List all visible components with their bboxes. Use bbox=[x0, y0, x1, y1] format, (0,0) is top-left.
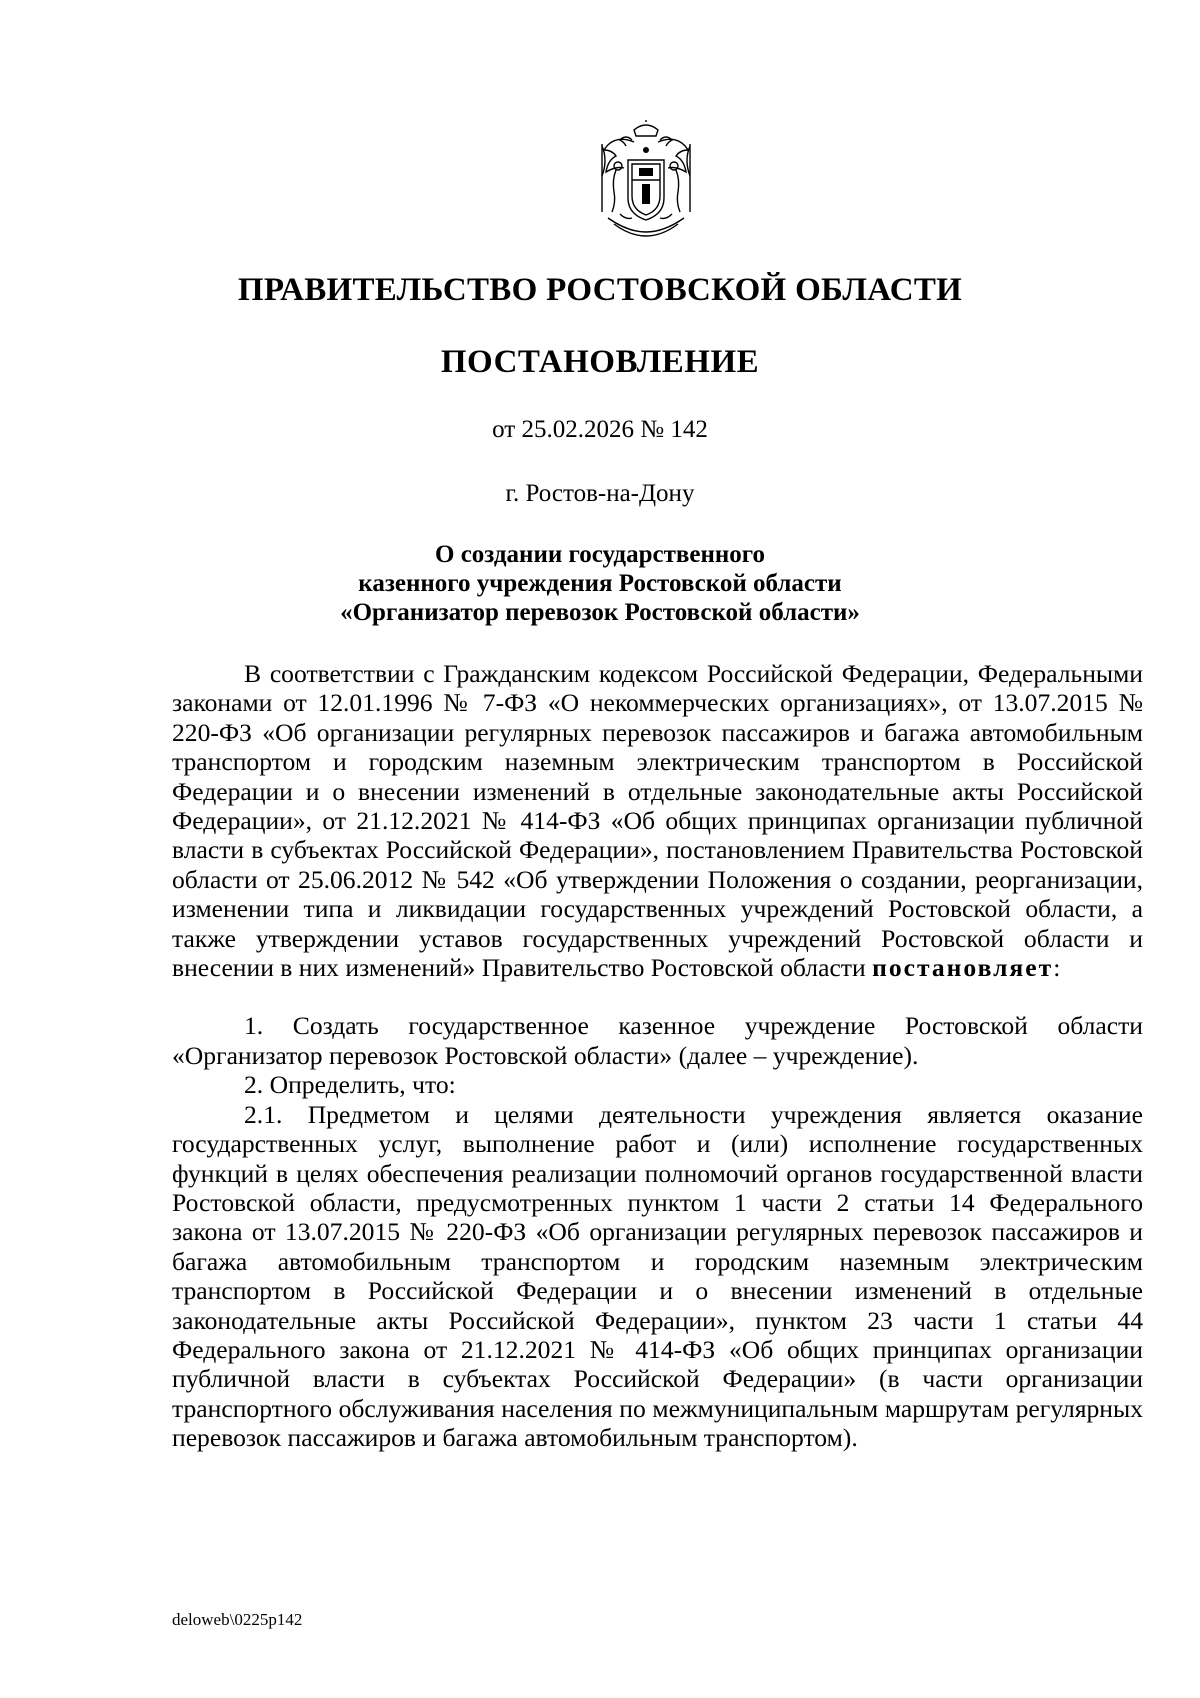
organization-name: ПРАВИТЕЛЬСТВО РОСТОВСКОЙ ОБЛАСТИ bbox=[237, 272, 963, 308]
file-reference: deloweb\0225p142 bbox=[172, 1610, 303, 1629]
item-1-paragraph: 1. Создать государственное казенное учреждение Ростовской области «Организатор перевозок Ростовской области» (далее – учреждение). bbox=[172, 1011, 1143, 1070]
preamble-text: В соответствии с Гражданским кодексом Российской Федерации, Федеральными законами от 12.01.1996 № 7-ФЗ «О некоммерческих организациях», от 13.07.2015 № 220-ФЗ «Об организации регулярных перевозок пассажиров и багажа автомобильным транспортом и городским наземным электрическим транспортом в Российской Федерации и о внесении изменений в отдельные законодательные акты Российской Федерации», от 21.12.2021 № 414-ФЗ «Об общих принципах организации публичной власти в субъектах Российской Федерации», постановлением Правительства Ростовской области от 25.06.2012 № 542 «Об утверждении Положения о создании, реорганизации, изменении типа и ликвидации государственных учреждений Ростовской области, а также утверждении уставов государственных учреждений Ростовской области и внесении в них изменений» Правительство Ростовской области bbox=[172, 659, 1143, 983]
resolves-word: постановляет bbox=[872, 953, 1054, 983]
coat-of-arms-icon bbox=[594, 120, 698, 238]
preamble-paragraph bbox=[172, 659, 1143, 982]
document-body bbox=[172, 659, 1143, 1453]
title-line-1: О создании государственного bbox=[435, 541, 765, 568]
item-2-1-paragraph: 2.1. Предметом и целями деятельности учреждения является оказание государственных услуг, выполнение работ и (или) исполнение государственных функций в целях обеспечения реализации полномочий органов государственной власти Ростовской области, предусмотренных пунктом 1 части 2 статьи 14 Федерального закона от 13.07.2015 № 220-ФЗ «Об организации регулярных перевозок пассажиров и багажа автомобильным транспортом и городским наземным электрическим транспортом в Российской Федерации и о внесении изменений в отдельные законодательные акты Российской Федерации», пунктом 23 части 1 статьи 44 Федерального закона от 21.12.2021 № 414-ФЗ «Об общих принципах организации публичной власти в субъектах Российской Федерации» (в части организации транспортного обслуживания населения по межмуниципальным маршрутам регулярных перевозок пассажиров и багажа автомобильным транспортом). bbox=[172, 1099, 1143, 1453]
resolves-colon: : bbox=[1053, 953, 1061, 983]
item-2-paragraph: 2. Определить, что: bbox=[244, 1070, 456, 1100]
title-line-3: «Организатор перевозок Ростовской области» bbox=[340, 599, 860, 626]
title-line-2: казенного учреждения Ростовской области bbox=[358, 570, 842, 597]
document-type: ПОСТАНОВЛЕНИЕ bbox=[440, 344, 760, 380]
document-title bbox=[0, 540, 1200, 627]
document-date-number: от 25.02.2026 № 142 bbox=[492, 416, 708, 443]
document-city: г. Ростов-на-Дону bbox=[505, 480, 695, 507]
